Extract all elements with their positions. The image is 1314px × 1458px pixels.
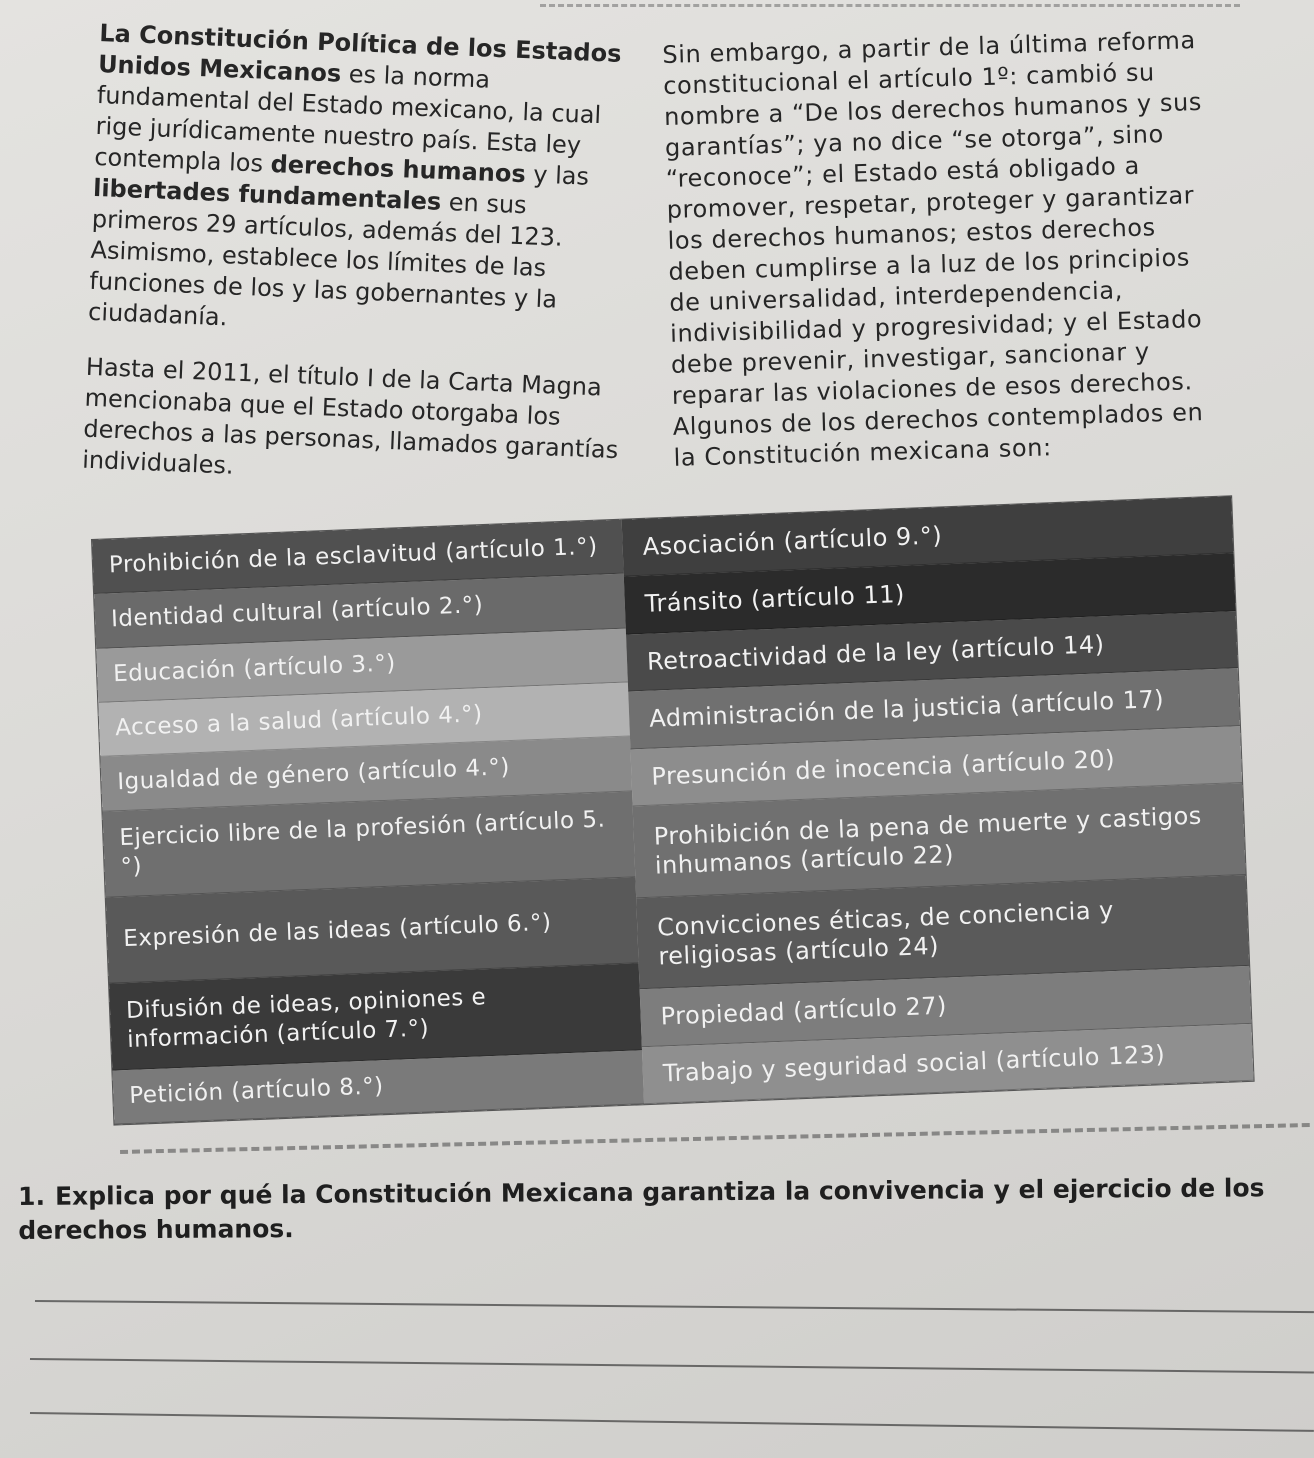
right-item: Presunción de inocencia (artículo 20) bbox=[630, 726, 1242, 807]
constitution-title: La Constitución Política de los Estados Unidos Mexicanos bbox=[97, 18, 622, 88]
top-dashed-divider bbox=[540, 4, 1240, 7]
right-item: Trabajo y seguridad social (artículo 123) bbox=[642, 1023, 1254, 1104]
right-item: Prohibición de la pena de muerte y castigos inhumanos (artículo 22) bbox=[633, 783, 1246, 898]
bottom-dashed-divider bbox=[120, 1123, 1310, 1154]
answer-line[interactable] bbox=[35, 1300, 1314, 1313]
rights-column-right bbox=[622, 496, 1254, 1104]
right-item: Igualdad de género (artículo 4.°) bbox=[100, 737, 632, 812]
right-item: Retroactividad de la ley (artículo 14) bbox=[626, 611, 1238, 692]
rights-column-left bbox=[92, 520, 644, 1125]
exercise-question bbox=[18, 1171, 1288, 1248]
right-item: Tránsito (artículo 11) bbox=[624, 554, 1236, 635]
question-text: Explica por qué la Constitución Mexicana garantiza la convivencia y el ejercicio de los derechos humanos. bbox=[18, 1173, 1265, 1245]
term-derechos-humanos: derechos humanos bbox=[270, 149, 527, 189]
right-item: Prohibición de la esclavitud (artículo 1.°) bbox=[92, 520, 624, 595]
right-item: Ejercicio libre de la profesión (artículo 5.°) bbox=[102, 791, 635, 898]
reform-paragraph: Sin embargo, a partir de la última reforma constitucional el artículo 1º: cambió su nombre a “De los derechos humanos y sus garantías”; ya no dice “se otorga”, sino “reconoce”; el Estado está obligado a promover, respetar, proteger y garantizar los derechos humanos; estos derechos deben cumplirse a la luz de los principios de universalidad, interdependencia, indivisibilidad y progresividad; y el Estado debe prevenir, investigar, sancionar y reparar las violaciones de esos derechos. Algunos de los derechos contemplados en la Constitución mexicana son: bbox=[662, 26, 1204, 472]
right-item: Administración de la justicia (artículo 17) bbox=[628, 669, 1240, 750]
right-item: Identidad cultural (artículo 2.°) bbox=[94, 574, 626, 649]
right-text-column bbox=[662, 24, 1235, 497]
right-item: Petición (artículo 8.°) bbox=[112, 1050, 644, 1125]
history-paragraph: Hasta el 2011, el título I de la Carta Magna mencionaba que el Estado otorgaba los derechos a las personas, llamados garantías individuales. bbox=[81, 352, 619, 480]
question-number: 1. bbox=[18, 1181, 46, 1211]
left-text-column bbox=[81, 18, 645, 521]
answer-line[interactable] bbox=[30, 1412, 1314, 1432]
right-item: Educación (artículo 3.°) bbox=[96, 628, 628, 703]
intro-paragraph: La Constitución Política de los Estados Unidos Mexicanos es la norma fundamental del Estado mexicano, la cual rige jurídicamente nuestro país. Esta ley contempla los derechos humanos y las libertades fundamentales en sus primeros 29 artículos, además del 123. Asimismo, establece los límites de las funciones de los y las gobernantes y la ciudadanía. bbox=[87, 18, 622, 332]
right-item: Expresión de las ideas (artículo 6.°) bbox=[106, 877, 639, 984]
right-item: Difusión de ideas, opiniones e información (artículo 7.°) bbox=[109, 964, 642, 1071]
right-item: Propiedad (artículo 27) bbox=[640, 966, 1252, 1047]
answer-line[interactable] bbox=[30, 1358, 1314, 1373]
right-item: Convicciones éticas, de conciencia y religiosas (artículo 24) bbox=[636, 875, 1249, 990]
term-libertades: libertades fundamentales bbox=[92, 173, 442, 216]
right-item: Acceso a la salud (artículo 4.°) bbox=[98, 683, 630, 758]
rights-table bbox=[92, 496, 1254, 1124]
right-item: Asociación (artículo 9.°) bbox=[622, 496, 1234, 577]
